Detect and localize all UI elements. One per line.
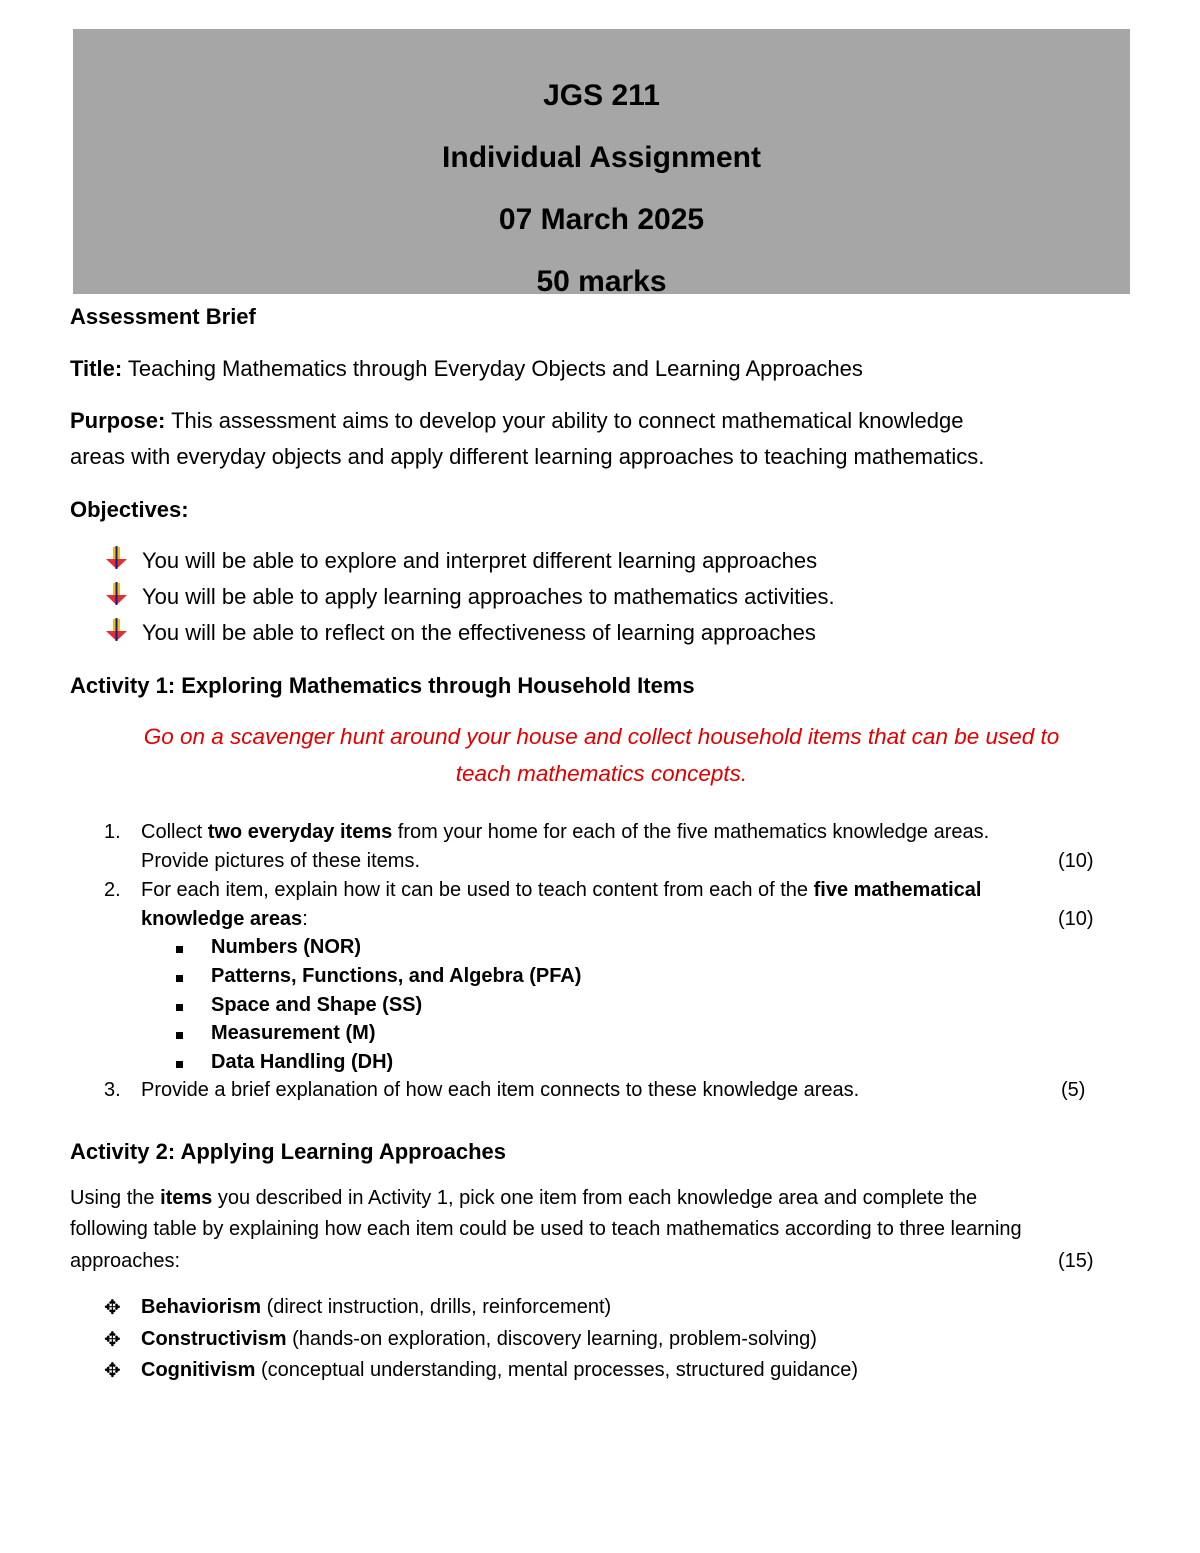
question-number: 2. [104, 879, 121, 901]
knowledge-area: Measurement (M) [211, 1022, 376, 1044]
question-1-marks: (10) [1058, 850, 1094, 872]
total-marks: 50 marks [536, 265, 667, 298]
arrow-down-icon [104, 545, 130, 571]
activity2-intro-line-2: following table by explaining how each item could be used to teach mathematics according to three learning [70, 1218, 1022, 1240]
question-3-marks: (5) [1061, 1079, 1086, 1101]
title-text: Teaching Mathematics through Everyday Objects and Learning Approaches [127, 356, 863, 381]
diamond-bullet-icon: ✥ [104, 1360, 121, 1382]
square-bullet-icon [176, 975, 183, 982]
question-3-text: Provide a brief explanation of how each item connects to these knowledge areas. [141, 1079, 860, 1101]
purpose-label: Purpose: [70, 408, 166, 433]
square-bullet-icon [176, 946, 183, 953]
question-1-line-2: Provide pictures of these items. [141, 850, 421, 872]
knowledge-area: Space and Shape (SS) [211, 994, 423, 1016]
assignment-date: 07 March 2025 [498, 203, 705, 236]
knowledge-area: Numbers (NOR) [211, 936, 362, 958]
approach-item [141, 1359, 858, 1382]
approach-item [141, 1296, 611, 1319]
square-bullet-icon [176, 1004, 183, 1011]
objective-item: You will be able to reflect on the effectiveness of learning approaches [142, 620, 816, 645]
activity2-intro-line-1: Using the items you described in Activity 1, pick one item from each knowledge area and complete the [70, 1187, 978, 1209]
question-number: 1. [104, 821, 121, 843]
activity2-intro-line-3: approaches: [70, 1250, 181, 1272]
scavenger-note-line-2: teach mathematics concepts. [455, 761, 748, 786]
approach-desc: (hands-on exploration, discovery learning, problem-solving) [286, 1328, 817, 1350]
objective-item: You will be able to explore and interpret different learning approaches [142, 548, 818, 573]
purpose-line-1 [70, 408, 963, 434]
question-1-emphasis: two everyday items [207, 821, 393, 843]
approach-desc: (direct instruction, drills, reinforcement) [261, 1296, 612, 1318]
assignment-type: Individual Assignment [442, 141, 761, 174]
square-bullet-icon [176, 1032, 183, 1039]
assessment-brief-heading: Assessment Brief [70, 304, 256, 329]
question-2-emphasis: five mathematical [813, 879, 982, 901]
knowledge-area: Patterns, Functions, and Algebra (PFA) [211, 965, 582, 987]
scavenger-note-line-1: Go on a scavenger hunt around your house and collect household items that can be used to [143, 724, 1060, 749]
approach-item [141, 1328, 817, 1351]
header-banner [73, 29, 1130, 298]
objectives-heading: Objectives: [70, 497, 189, 522]
question-number: 3. [104, 1079, 121, 1101]
square-bullet-icon [176, 1061, 183, 1068]
diamond-bullet-icon: ✥ [104, 1329, 121, 1351]
purpose-text-1: This assessment aims to develop your ability to connect mathematical knowledge [171, 408, 964, 433]
activity2-marks: (15) [1058, 1250, 1094, 1272]
objective-item: You will be able to apply learning approaches to mathematics activities. [142, 584, 835, 609]
question-2-line-1: For each item, explain how it can be used to teach content from each of the five mathematical [141, 879, 982, 901]
purpose-line-2: areas with everyday objects and apply different learning approaches to teaching mathematics. [70, 444, 985, 469]
title-line [70, 356, 863, 382]
diamond-bullet-icon: ✥ [104, 1297, 121, 1319]
question-2-marks: (10) [1058, 908, 1094, 930]
course-code: JGS 211 [543, 79, 660, 112]
question-2-line-2: knowledge areas: [141, 908, 308, 930]
knowledge-area: Data Handling (DH) [211, 1051, 394, 1073]
activity1-heading: Activity 1: Exploring Mathematics through Household Items [70, 673, 695, 698]
approach-name: Behaviorism [141, 1296, 262, 1318]
activity2-heading: Activity 2: Applying Learning Approaches [70, 1139, 506, 1164]
arrow-down-icon [104, 581, 130, 607]
arrow-down-icon [104, 617, 130, 643]
approach-name: Cognitivism [141, 1359, 256, 1381]
approach-name: Constructivism [141, 1328, 287, 1350]
question-1-line-1: Collect two everyday items from your home for each of the five mathematics knowledge areas. [141, 821, 990, 843]
approach-desc: (conceptual understanding, mental processes, structured guidance) [255, 1359, 859, 1381]
title-label: Title: [70, 356, 123, 381]
